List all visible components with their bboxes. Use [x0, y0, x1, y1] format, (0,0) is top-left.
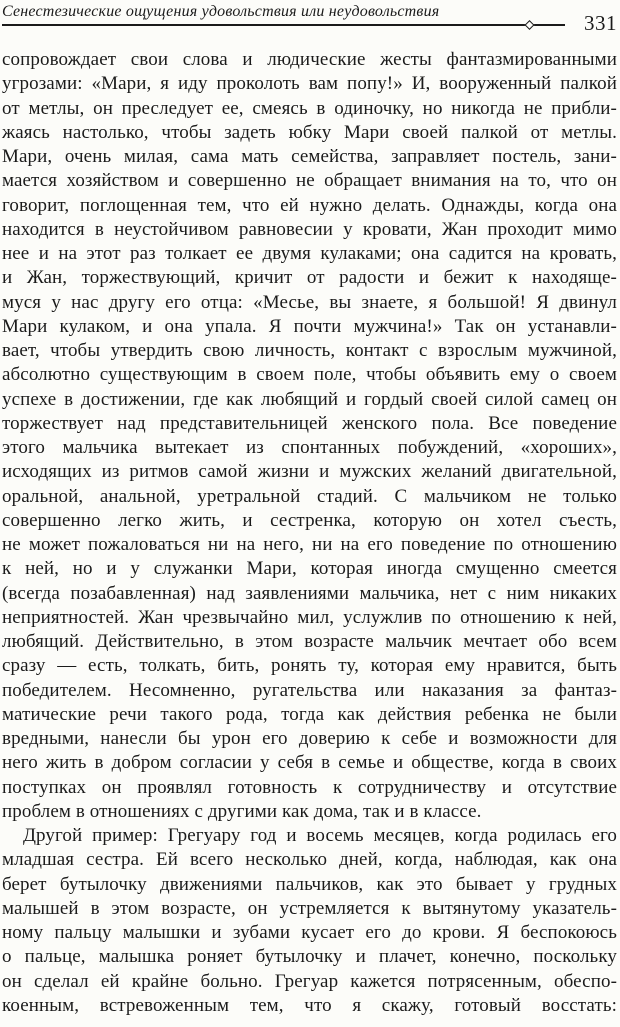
text-line: он сделал ей крайне больно. Грегуар кажется потрясенным, обеспо-	[2, 970, 617, 992]
chapter-title: Сенестезические ощущения удовольствия или неудовольствия	[2, 3, 440, 20]
page-number: 331	[584, 11, 617, 35]
text-line: нее и на этот раз толкает ее двумя кулаками; она садится на кровать,	[2, 243, 617, 264]
text-line: поступках он проявлял готовность к сотрудничеству и отсутствие	[2, 776, 617, 798]
text-line: к ней, но и у служанки Мари, которая иногда смущенно смеется	[2, 558, 617, 580]
text-line: вает, чтобы утвердить свою личность, контакт с взрослым мужчиной,	[2, 340, 617, 361]
text-line: него жить в добром согласии у себя в семье и обществе, когда в своих	[2, 752, 617, 774]
text-line: сопровождает свои слова и людические жесты фантазмированными	[2, 49, 617, 70]
text-line: малышей в этом возрасте, он устремляется к вытянутому указатель-	[2, 897, 617, 919]
text-line: мается хозяйством и совершенно не обращает внимания на то, что он	[2, 170, 617, 192]
text-line: Другой пример: Грегуару год и восемь месяцев, когда родилась его	[23, 825, 617, 846]
text-line: этого мальчика вытекает из спонтанных побуждений, «хороших»,	[2, 437, 617, 458]
text-line: победителем. Несомненно, ругательства или наказания за фантаз-	[2, 679, 617, 701]
text-line: и Жан, торжествующий, кричит от радости и бежит к находяще-	[2, 267, 617, 289]
text-line: жаясь настолько, чтобы задеть юбку Мари своей палкой от метлы.	[2, 121, 617, 143]
text-line: совершенно легко жить, и сестренка, которую он хотел съесть,	[2, 509, 617, 531]
text-line: угрозами: «Мари, я иду проколоть вам попу!» И, вооруженный палкой	[2, 73, 617, 95]
text-line: коенным, встревоженным тем, что я скажу, готовый восстать:	[2, 994, 617, 1016]
header-left	[2, 2, 565, 26]
text-line: оральной, анальной, уретральной стадий. С мальчиком не только	[2, 485, 617, 507]
text-line: торжествует над представительницей женского пола. Все поведение	[2, 412, 617, 434]
diamond-ornament-icon	[525, 20, 535, 30]
text-line: (всегда позабавленная) над заявлениями мальчика, нет с ним никаких	[2, 582, 617, 604]
text-line: сразу — есть, толкать, бить, ронять ту, которая ему нравится, быть	[2, 655, 617, 677]
text-line: любящий. Действительно, в этом возрасте мальчик мечтает обо всем	[2, 631, 617, 652]
text-line: не может пожаловаться ни на него, ни на его поведение по отношению	[2, 534, 617, 555]
text-line: проблем в отношениях с другими как дома, так и в классе.	[2, 800, 482, 822]
text-line: от метлы, он преследует ее, смеясь в одиночку, но никогда не прибли-	[2, 97, 617, 119]
page-body	[2, 48, 617, 1018]
text-line: берет бутылочку движениями пальчиков, как это бывает у грудных	[2, 873, 617, 895]
running-header	[2, 2, 617, 35]
text-line: Мари, очень милая, сама мать семейства, заправляет постель, зани-	[2, 146, 617, 167]
text-line: о пальце, малышка роняет бутылочку и плачет, конечно, поскольку	[2, 946, 617, 968]
text-line: матические речи такого рода, тогда как действия ребенка не были	[2, 703, 617, 725]
text-line: находится в неустойчивом равновесии у кровати, Жан проходит мимо	[2, 218, 617, 240]
text-line: исходящих из ритмов самой жизни и мужских желаний двигательной,	[2, 461, 617, 483]
text-line: ному пальцу малышки и зубами кусает его до крови. Я беспокоюсь	[2, 922, 617, 943]
text-line: успехе в достижении, где как любящий и гордый своей силой самец он	[2, 388, 617, 410]
text-line: младшая сестра. Ей всего несколько дней, когда, наблюдая, как она	[2, 849, 617, 871]
text-line: абсолютно существующим в своем поле, чтобы объявить ему о своем	[2, 364, 617, 386]
header-rule	[2, 24, 565, 26]
text-line: муся у нас другу его отца: «Месье, вы знаете, я большой! Я двинул	[2, 291, 617, 313]
text-line: неприятностей. Жан чрезвычайно мил, услужлив по отношению к ней,	[2, 606, 617, 628]
text-line: Мари кулаком, и она упала. Я почти мужчина!» Так он устанавли-	[2, 315, 617, 337]
text-line: говорит, поглощенная тем, что ей нужно делать. Однажды, когда она	[2, 194, 617, 216]
text-line: вредными, нанесли бы урон его доверию к себе и возможности для	[2, 728, 617, 749]
